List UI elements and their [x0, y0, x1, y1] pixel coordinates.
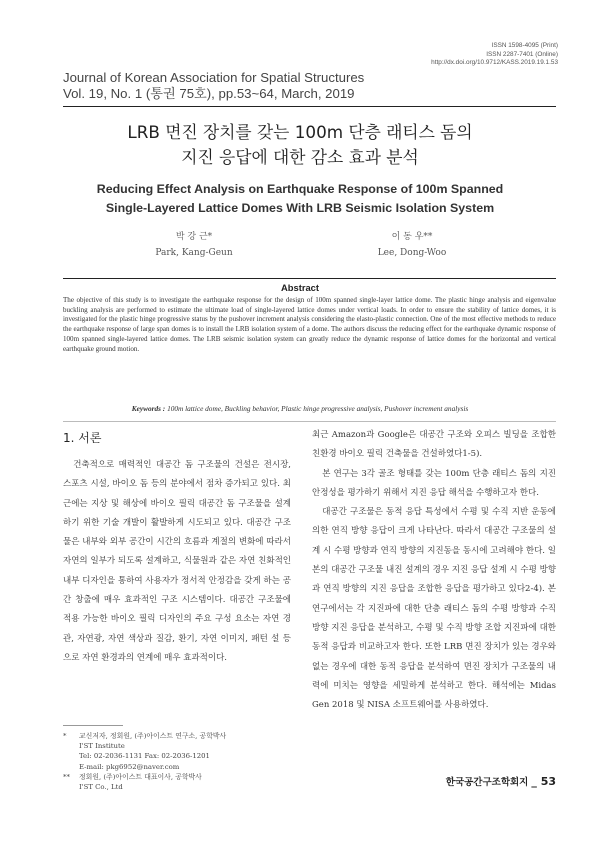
issn-online: ISSN 2287-7401 (Online): [486, 50, 558, 58]
footnote-1-line2: I'ST Institute: [79, 742, 125, 751]
abstract-heading: Abstract: [280, 282, 320, 293]
footnotes: [63, 731, 293, 792]
page-footer: [446, 774, 556, 788]
issn-block: [431, 42, 558, 68]
journal-name: Journal of Korean Association for Spatial Structures: [63, 70, 365, 85]
footnote-2-line2: I'ST Co., Ltd: [79, 783, 123, 792]
keywords-list: 100m lattice dome, Buckling behavior, Plastic hinge progressive analysis, Pushover increment analysis: [167, 404, 469, 413]
author-1: [94, 229, 294, 261]
author-1-korean: 박 강 근*: [175, 232, 213, 242]
footnote-2-mark: **: [63, 772, 70, 781]
author-2-english: Lee, Dong-Woo: [377, 248, 447, 258]
issn-print: ISSN 1598-4095 (Print): [491, 42, 558, 49]
intro-paragraph-1: 건축적으로 매력적인 대공간 돔 구조물의 건설은 전시장, 스포츠 시설, 바이오 돔 등의 분야에서 점차 증가되고 있다. 최근에는 지상 및 해상에 바이오 필릭 대공간 돔 구조물을 설계하기 위한 기술 개발이 활발하게 시도되고 있다. 대공간 구조물은 내부와 외부 공간이 시간의 흐름과 계절의 변화에 따라서 자연의 일부가 되도록 설계하고, 식물원과 같은 자연 친화적인 내부 디자인을 통하여 사용자가 정서적 안정감을 갖게 하는 공간 창출에 매우 효과적인 구조 시스템이다. 대공간 구조물에 적용 가능한 바이오 필릭 디자인의 주요 구성 요소는 자연 경관, 자연광, 자연 색상과 질감, 환기, 자연 이미지, 패턴 설 등으로 자연 환경과의 연계에 매우 효과적이다.: [63, 460, 291, 663]
korean-title-line1: LRB 면진 장치를 갖는 100m 단층 래티스 돔의: [127, 122, 473, 142]
keywords: [0, 404, 600, 413]
korean-title: [0, 120, 600, 170]
section-heading: 1. 서론: [63, 431, 102, 445]
footnote-1-mark: *: [63, 732, 67, 740]
header-rule: [63, 106, 556, 107]
footnote-2: [63, 772, 293, 782]
author-2: [312, 229, 512, 261]
english-title: [0, 180, 600, 218]
journal-header: [63, 70, 364, 102]
footnote-rule: [63, 725, 123, 726]
page-number: _ 53: [531, 775, 556, 788]
footnote-2-line1: 정회원, (주)아이스트 대표이사, 공학박사: [79, 772, 202, 781]
footnote-1-line1: 교신저자, 정회원, (주)아이스트 연구소, 공학박사: [79, 732, 227, 740]
keywords-label: Keywords :: [131, 404, 168, 413]
english-title-line1: Reducing Effect Analysis on Earthquake Response of 100m Spanned: [96, 182, 504, 196]
right-column: [312, 426, 556, 715]
abstract-rule: [63, 278, 556, 279]
author-1-english: Park, Kang-Geun: [155, 248, 233, 258]
abstract-text: The objective of this study is to investigate the earthquake response for the design of 100m spanned single-layer lattice dome. The plastic hinge analysis and eigenvalue buckling analysis are performed to estimate the ultimate load of single-layered lattice domes under vertical loads. In order to ensure the stability of lattice domes, it is investigated for the plastic hinge progressive status by the pushover increment analysis considering the elasto-plastic connection. One of the most effective methods to reduce the earthquake response of large span domes is to install the LRB isolation system of a dome. The authors discuss the reducing effect for the earthquake dynamic response of 100m spanned single-layered lattice domes. The LRB seismic isolation system can greatly reduce the dynamic response of lattice domes for the horizontal and vertical earthquake ground motion.: [63, 296, 556, 353]
keywords-rule: [63, 421, 556, 422]
right-paragraph-0: 최근 Amazon과 Google은 대공간 구조와 오피스 빌딩을 조합한 친환경 바이오 필릭 건축물을 건설하였다1-5).: [312, 430, 556, 460]
footnote-1-email[interactable]: E-mail: pkg6952@naver.com: [79, 762, 180, 771]
author-2-korean: 이 동 우**: [391, 232, 433, 242]
right-paragraph-2: 대공간 구조물은 동적 응답 특성에서 수평 및 수직 지반 운동에 의한 연직 방향 응답이 크게 나타난다. 따라서 대공간 구조물의 설계 시 수평 방향과 연직 방향의 지진동을 동시에 고려해야 한다. 일본의 대공간 구조물 내진 설계의 경우 지진 응답 설계 시 수평 방향과 연직 방향의 지진 응답을 조합한 응답을 평가하고 있다2-4). 본 연구에서는 각 지진파에 대한 단층 래티스 돔의 수평 방향과 수직 방향 지진 응답을 분석하고, 수평 및 수직 방향 조합 지진파에 대한 동적 응답과 비교하고자 한다. 또한 LRB 면진 장치가 있는 경우와 없는 경우에 대한 동적 응답을 분석하여 면진 장치가 구조물의 내력에 미치는 영향을 세밀하게 분석하고 한다. 해석에는 Midas Gen 2018 및 NISA 소프트웨어를 사용하였다.: [312, 507, 556, 711]
korean-title-line2: 지진 응답에 대한 감소 효과 분석: [181, 147, 419, 167]
footer-journal: 한국공간구조학회지: [445, 777, 529, 788]
footnote-1: [63, 731, 293, 741]
right-paragraph-1: 본 연구는 3각 골조 형태를 갖는 100m 단층 래티스 돔의 지진 안정성을 평가하기 위해서 지진 응답 해석을 수행하고자 한다.: [312, 468, 556, 498]
footnote-1-line3: Tel: 02-2036-1131 Fax: 02-2036-1201: [79, 752, 210, 761]
left-column: [63, 456, 291, 668]
volume-info: Vol. 19, No. 1 (통권 75호), pp.53~64, March, 2019: [63, 86, 355, 101]
english-title-line2: Single-Layered Lattice Domes With LRB Seismic Isolation System: [105, 201, 495, 215]
doi-link[interactable]: http://dx.doi.org/10.9712/KASS.2019.19.1.53: [431, 59, 558, 67]
